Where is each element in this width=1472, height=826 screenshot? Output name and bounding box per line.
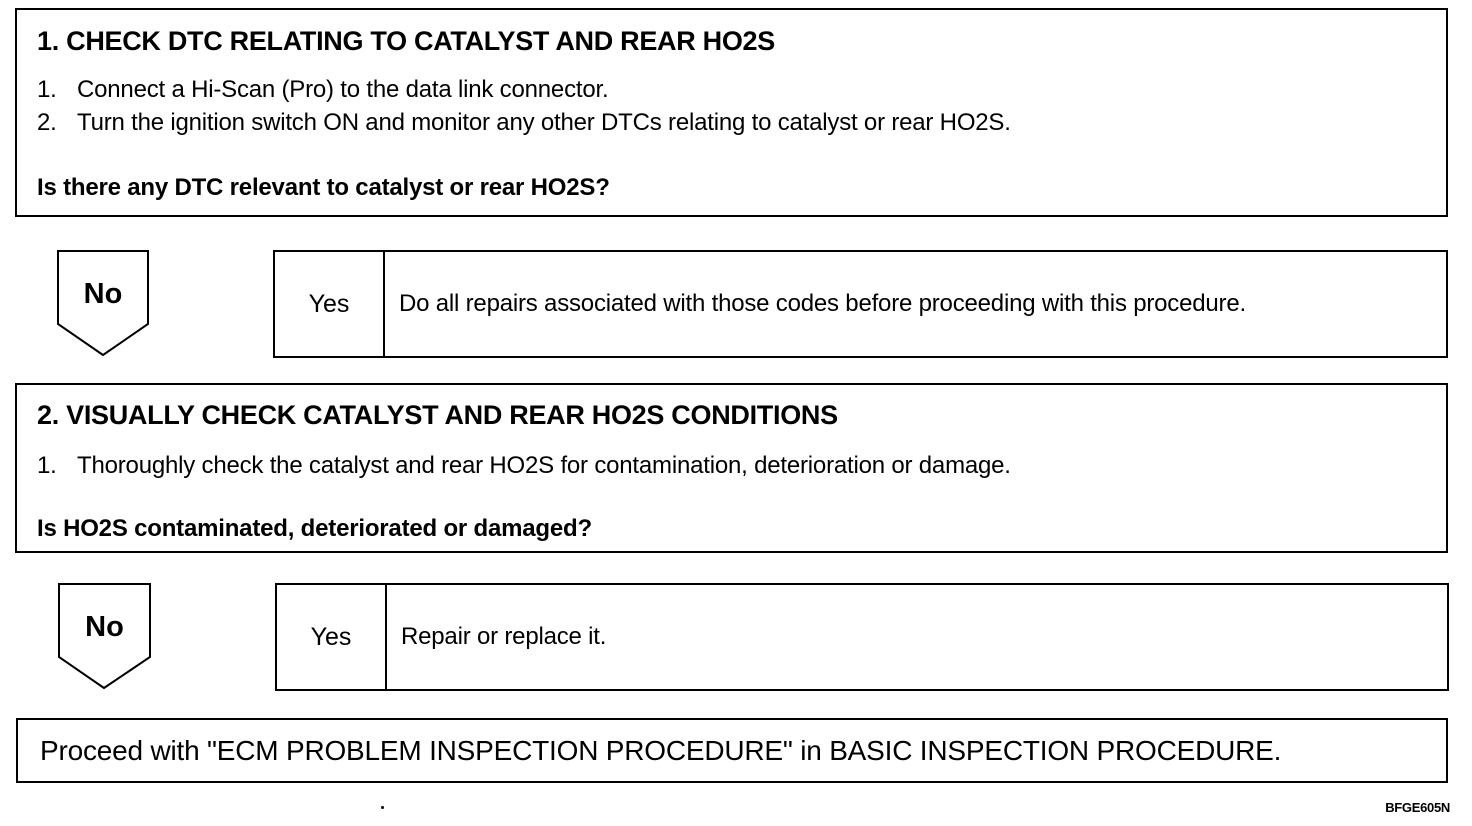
- step-2-title: 2. VISUALLY CHECK CATALYST AND REAR HO2S CONDITIONS: [37, 400, 838, 430]
- step-1-line-1-text: Connect a Hi-Scan (Pro) to the data link connector.: [77, 76, 609, 103]
- stray-dot: [381, 806, 384, 809]
- step-1-question: Is there any DTC relevant to catalyst or rear HO2S?: [37, 174, 610, 201]
- branch-1-no-arrow: [57, 250, 153, 360]
- branch-2-yes-label: Yes: [277, 585, 387, 689]
- branch-1-yes-text: Do all repairs associated with those codes before proceeding with this procedure.: [399, 290, 1246, 317]
- branch-2-no-arrow: [58, 583, 154, 693]
- final-step-box: [16, 718, 1448, 783]
- step-1-title: 1. CHECK DTC RELATING TO CATALYST AND REAR HO2S: [37, 26, 775, 56]
- step-1-line-2-text: Turn the ignition switch ON and monitor any other DTCs relating to catalyst or rear HO2S.: [77, 109, 1011, 136]
- branch-1-yes-box: [273, 250, 1448, 358]
- step-1-box: [15, 8, 1448, 217]
- branch-1-no-label: No: [83, 278, 123, 310]
- step-1-line-2-number: 2.: [37, 109, 57, 136]
- step-2-box: [15, 383, 1448, 553]
- step-1-line-1-number: 1.: [37, 76, 57, 103]
- step-2-line-1: [37, 452, 1011, 480]
- branch-2-no-label: No: [85, 611, 124, 643]
- step-1-line-2: [37, 109, 1011, 137]
- step-1-line-1: [37, 76, 608, 104]
- final-step-text: Proceed with "ECM PROBLEM INSPECTION PROCEDURE" in BASIC INSPECTION PROCEDURE.: [40, 734, 1282, 766]
- branch-2-yes-text: Repair or replace it.: [401, 623, 607, 650]
- step-2-line-1-text: Thoroughly check the catalyst and rear HO2S for contamination, deterioration or damage.: [77, 452, 1011, 479]
- branch-1-yes-label: Yes: [275, 252, 385, 356]
- step-2-line-1-number: 1.: [37, 452, 57, 479]
- branch-2-yes-box: [275, 583, 1449, 691]
- figure-code: BFGE605N: [1385, 800, 1450, 815]
- step-2-question: Is HO2S contaminated, deteriorated or damaged?: [37, 515, 592, 542]
